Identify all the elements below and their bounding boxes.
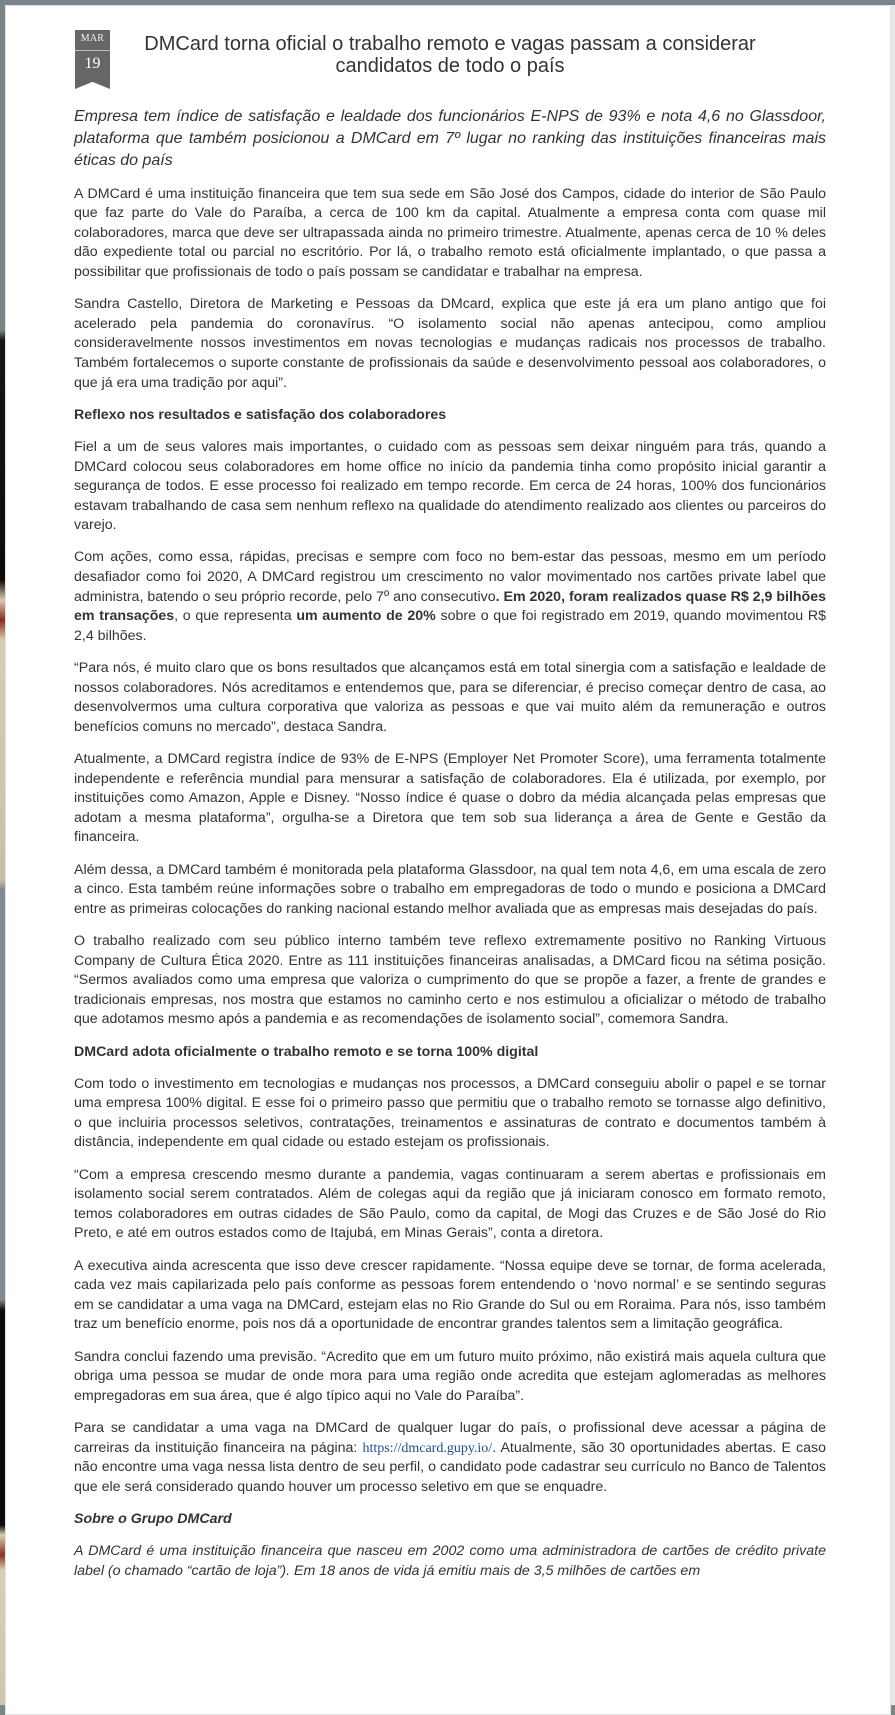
paragraph: A DMCard é uma instituição financeira que tem sua sede em São José dos Campos, cidade do interior de São Paulo que faz parte do Vale do Paraíba, a cerca de 100 km da capital. Atualmente a empresa conta com quase mil colaboradores, marca que deve ser ultrapassada ainda no primeiro trimestre. Atualmente, apenas cerca de 10 % deles dão expediente total ou parcial no escritório. Por lá, o trabalho remoto está oficialmente implantado, o que passa a possibilitar que profissionais de todo o país possam se candidatar e trabalhar na empresa. (74, 185, 826, 280)
date-day: 19 (84, 55, 101, 72)
bold-highlight: . Em 2020, foram realizados quase R$ 2,9 bilhões em transações (74, 588, 827, 625)
paragraph: A DMCard é uma instituição financeira que nasceu em 2002 como uma administradora de cartões de crédito private label (o chamado “cartão de loja”). Em 18 anos de vida já emitiu mais de 3,5 milhões de cartões em (74, 1543, 826, 1579)
date-ribbon (75, 30, 110, 89)
paragraph: Além dessa, a DMCard também é monitorada pela plataforma Glassdoor, na qual tem nota 4,6, em uma escala de zero a cinco. Esta também reúne informações sobre o trabalho em empregadoras de todo o mundo e posiciona a DMCard entre as primeiras colocações do ranking nacional estando melhor avaliada que as empresas mais desejadas do país. (74, 861, 826, 917)
paragraph: Com todo o investimento em tecnologias e mudanças nos processos, a DMCard conseguiu abolir o papel e se tornar uma empresa 100% digital. E esse foi o primeiro passo que permitiu que o trabalho remoto se tornasse algo definitivo, o que incluiria processos seletivos, contratações, treinamentos e assinaturas de contrato e documentos também à distância, independente em qual cidade ou estado estejam os profissionais. (74, 1075, 826, 1151)
paragraph: A executiva ainda acrescenta que isso deve crescer rapidamente. “Nossa equipe deve se tornar, de forma acelerada, cada vez mais capilarizada pelo país conforme as pessoas forem entendendo o ‘novo normal’ e se sentindo seguras em se candidatar a uma vaga na DMCard, estejam elas no Rio Grande do Sul ou em Roraima. Para nós, isso também traz um benefício enorme, pois nos dá a oportunidade de encontrar grandes talentos sem a limitação geográfica. (74, 1257, 826, 1333)
paragraph: O trabalho realizado com seu público interno também teve reflexo extremamente positivo no Ranking Virtuous Company de Cultura Ética 2020. Entre as 111 instituições financeiras analisadas, a DMCard ficou na sétima posição. “Sermos avaliados como uma empresa que valoriza o cumprimento do que se propõe a fazer, a frente de grandes e tradicionais empresas, nos mostra que estamos no caminho certo e nos estimulou a oficializar o método de trabalho que adotamos mesmo após a pandemia e as recomendações de isolamento social”, comemora Sandra. (74, 932, 826, 1028)
section-heading: Reflexo nos resultados e satisfação dos colaboradores (74, 406, 447, 423)
paragraph (74, 1419, 826, 1497)
paragraph: Fiel a um de seus valores mais importantes, o cuidado com as pessoas sem deixar ninguém para trás, quando a DMCard colocou seus colaboradores em home office no início da pandemia tinha como propósito inicial garantir a segurança de todos. E esse processo foi realizado em tempo recorde. Em cerca de 24 horas, 100% dos funcionários estavam trabalhando de casa sem nenhum reflexo na qualidade do atendimento realizado aos clientes ou parceiros do varejo. (74, 438, 826, 534)
paragraph: Atualmente, a DMCard registra índice de 93% de E-NPS (Employer Net Promoter Score), uma ferramenta totalmente independente e referência mundial para mensurar a satisfação de colaboradores. Ela é utilizada, por exemplo, por instituições como Amazon, Apple e Disney. “Nosso índice é quase o dobro da média alcançada pelas empresas que adotam a mesma plataforma”, orgulha-se a Diretora que tem sob sua liderança a área de Gente e Gestão da financeira. (74, 751, 826, 846)
date-month: MAR (80, 33, 105, 44)
scrollbar-track[interactable] (891, 5, 895, 1705)
date-separator (75, 50, 110, 51)
careers-link[interactable]: https://dmcard.gupy.io/ (362, 1440, 493, 1456)
paragraph: Sandra conclui fazendo uma previsão. “Acredito que em um futuro muito próximo, não existirá mais aquela cultura que obriga uma pessoa se mudar de onde mora para uma região onde acredita que estejam aglomeradas as melhores empregadoras em sua área, que é algo típico aqui no Vale do Paraíba”. (74, 1348, 826, 1404)
paragraph (74, 548, 826, 646)
section-heading: Sobre o Grupo DMCard (74, 1510, 232, 1527)
text-span: Com ações, como essa, rápidas, precisas e sempre com foco no bem-estar das pessoas, mesmo em um período desafiador como foi 2020, A DMCard registrou um crescimento no valor movimentado nos cartões private label que administra, batendo o seu próprio recorde, pelo 7º ano consecutivo (74, 549, 826, 605)
text-span: sobre o que foi registrado em 2019, quando movimentou R$ 2,4 bilhões. (74, 608, 826, 644)
text-span: , o que representa (174, 608, 297, 625)
paragraph: “Para nós, é muito claro que os bons resultados que alcançamos está em total sinergia com a satisfação e lealdade de nossos colaboradores. Nós acreditamos e entendemos que, para se diferenciar, é preciso começar dentro de casa, ao desenvolvermos uma cultura corporativa que valoriza as pessoas e que vai muito além da remuneração e outros benefícios comuns no mercado”, destaca Sandra. (74, 660, 826, 735)
bold-highlight: um aumento de 20% (296, 608, 436, 625)
article-body (74, 106, 826, 1594)
text-span: . Atualmente, são 30 oportunidades abertas. E caso não encontre uma vaga nessa lista dentro de seu perfil, o candidato pode cadastrar seu currículo no Banco de Talentos que ele será considerado quando houver um processo seletivo em que se enquadre. (74, 1439, 826, 1495)
paragraph: Sandra Castello, Diretora de Marketing e Pessoas da DMcard, explica que este já era um plano antigo que foi acelerado pela pandemia do coronavírus. “O isolamento social não apenas antecipou, como ampliou consideravelmente nossos investimentos em novas tecnologias e mudanças radicais nos processos de trabalho. Também fortalecemos o suporte constante de profissionais da saúde e desenvolvimento pessoal aos colaboradores, o que já era uma tradição por aqui”. (74, 296, 826, 391)
article-title: DMCard torna oficial o trabalho remoto e vagas passam a considerar candidatos de todo o país (144, 33, 756, 77)
paragraph: “Com a empresa crescendo mesmo durante a pandemia, vagas continuaram a serem abertas e profissionais em isolamento social serem contratados. Além de colegas aqui da região que já iniciaram conosco em formato remoto, temos colaboradores em outras cidades de São Paulo, como da capital, de Mogi das Cruzes e de São José do Rio Preto, e até em outros estados como de Itajubá, em Minas Gerais”, conta a diretora. (74, 1166, 826, 1242)
section-heading: DMCard adota oficialmente o trabalho remoto e se torna 100% digital (74, 1043, 539, 1060)
text-span: Para se candidatar a uma vaga na DMCard de qualquer lugar do país, o profissional deve acessar a página de carreiras da instituição financeira na página: (74, 1419, 826, 1456)
article-subtitle: Empresa tem índice de satisfação e lealdade dos funcionários E-NPS de 93% e nota 4,6 no Glassdoor, plataforma que também posicionou a DMCard em 7º lugar no ranking das instituições financeiras mais éticas do país (74, 108, 826, 169)
